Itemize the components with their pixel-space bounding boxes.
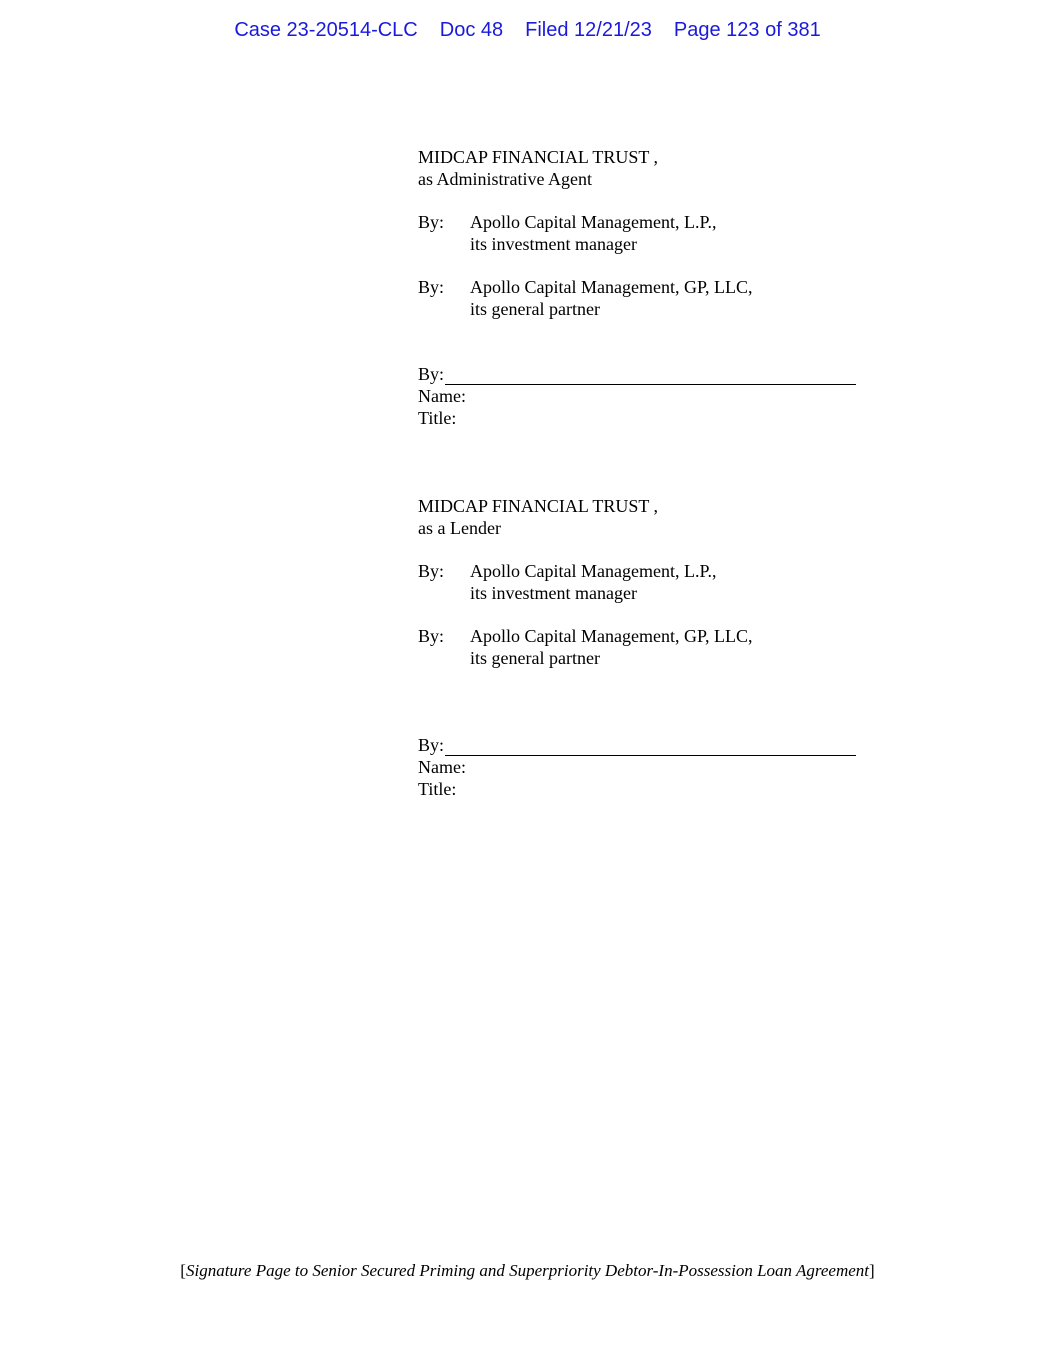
doc-number: Doc 48 [439,19,504,41]
sign-by-label: By: [418,364,445,384]
investment-manager-name: Apollo Capital Management, L.P., [470,212,717,232]
signature-page-footer [0,1261,1055,1281]
title-label: Title: [418,408,457,428]
by-label: By: [418,626,445,646]
general-partner-name: Apollo Capital Management, GP, LLC, [470,626,753,646]
filed-date: Filed 12/21/23 [525,19,652,41]
entity-name: MIDCAP FINANCIAL TRUST , [418,496,659,516]
page-number: Page 123 of 381 [673,19,821,41]
footer-close-bracket: ] [869,1261,875,1280]
case-header [0,19,1055,42]
signature-line[interactable] [445,737,856,756]
signature-row [418,734,858,756]
sign-by-label: By: [418,735,445,755]
signature-line[interactable] [445,366,856,385]
by-label: By: [418,561,445,581]
title-label: Title: [418,779,457,799]
footer-text: Signature Page to Senior Secured Priming and Superpriority Debtor-In-Possession Loan Agreement [185,1261,870,1280]
entity-role: as a Lender [418,518,501,538]
by-general-partner [418,276,858,298]
name-label: Name: [418,386,466,406]
entity-name: MIDCAP FINANCIAL TRUST , [418,147,659,167]
investment-manager-capacity: its investment manager [470,583,637,603]
by-label: By: [418,212,445,232]
signature-row [418,363,858,385]
by-investment-manager [418,211,858,233]
general-partner-name: Apollo Capital Management, GP, LLC, [470,277,753,297]
investment-manager-capacity: its investment manager [470,234,637,254]
entity-role: as Administrative Agent [418,169,592,189]
investment-manager-name: Apollo Capital Management, L.P., [470,561,717,581]
general-partner-capacity: its general partner [470,299,600,319]
footer-open-bracket: [ [180,1261,186,1280]
name-label: Name: [418,757,466,777]
by-general-partner [418,625,858,647]
case-number: Case 23-20514-CLC [234,19,418,41]
by-investment-manager [418,560,858,582]
signature-block-administrative-agent [418,146,858,429]
by-label: By: [418,277,445,297]
signature-block-lender [418,495,858,800]
general-partner-capacity: its general partner [470,648,600,668]
